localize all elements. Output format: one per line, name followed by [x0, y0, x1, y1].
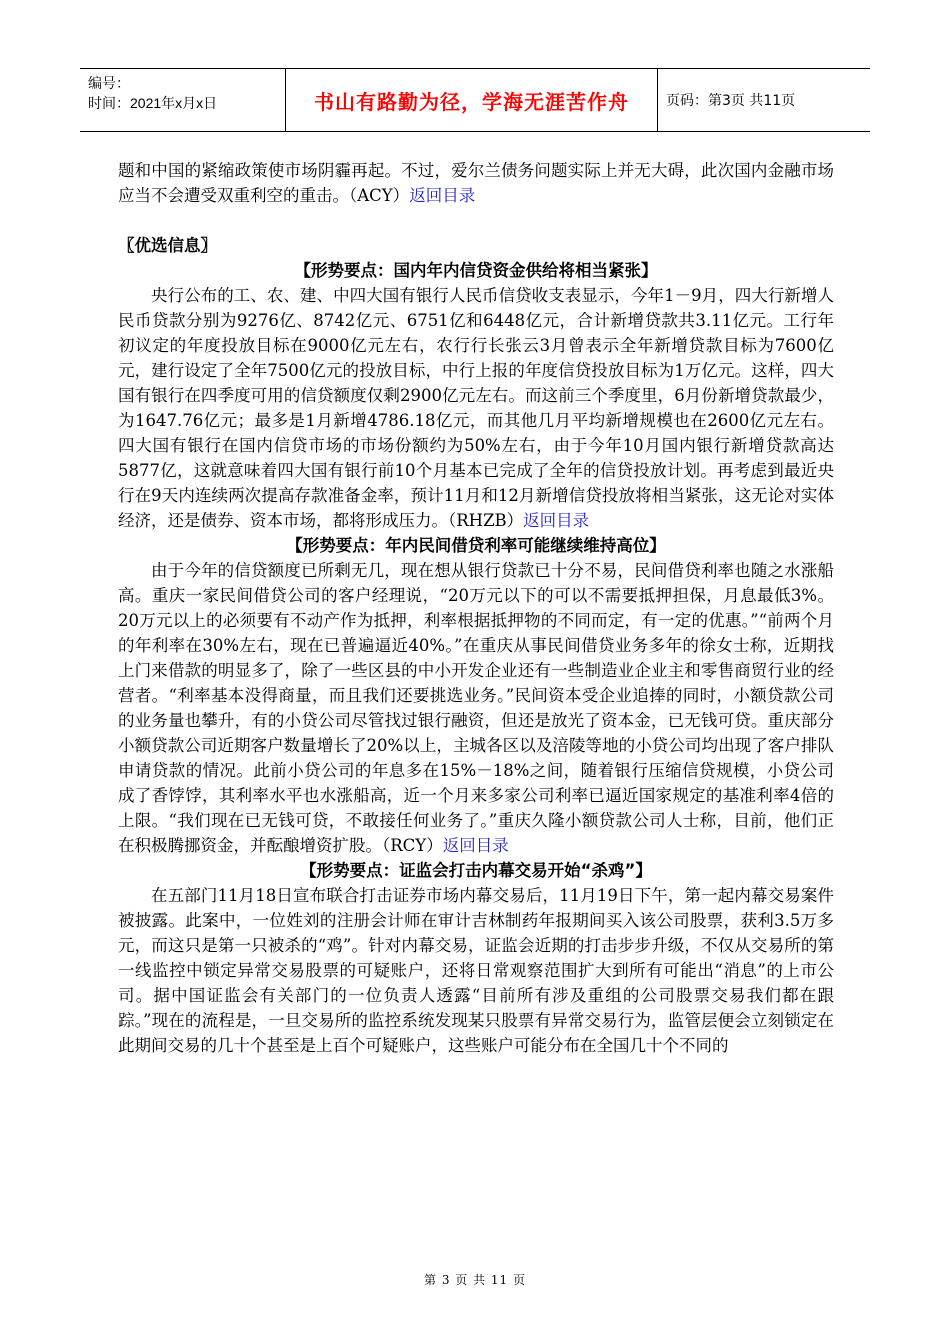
- article-body: [118, 558, 834, 858]
- section-title: 〖优选信息〗: [118, 236, 217, 255]
- article-title: 【形势要点：证监会打击内幕交易开始“杀鸡”】: [300, 861, 652, 880]
- document-body: [118, 158, 834, 1058]
- back-to-toc-link[interactable]: 返回目录: [442, 836, 509, 855]
- intro-text: 题和中国的紧缩政策使市场阴霾再起。不过，爱尔兰债务问题实际上并无大碍，此次国内金融市场应当不会遭受双重利空的重击。（ACY）: [118, 161, 834, 205]
- back-to-toc-link[interactable]: 返回目录: [409, 186, 476, 205]
- header-meta: [80, 69, 285, 131]
- article-title: 【形势要点：年内民间借贷利率可能继续维持高位】: [286, 536, 666, 555]
- article-body: [118, 883, 834, 1058]
- page-footer: 第 3 页 共 11 页: [424, 1273, 526, 1287]
- document-number-label: 编号：: [88, 75, 130, 91]
- header-motto: 书山有路勤为径，学海无涯苦作舟: [285, 69, 658, 131]
- page-header: [80, 68, 870, 132]
- article-text: 在五部门11月18日宣布联合打击证券市场内幕交易后，11月19日下午，第一起内幕交易案件被披露。此案中，一位姓刘的注册会计师在审计吉林制药年报期间买入该公司股票，获利3.5万多元，而这只是第一只被杀的“鸡”。针对内幕交易，证监会近期的打击步步升级，不仅从交易所的第一线监控中锁定异常交易股票的可疑账户，还将日常观察范围扩大到所有可能出“消息”的上市公司。据中国证监会有关部门的一位负责人透露“目前所有涉及重组的公司股票交易我们都在跟踪。”现在的流程是，一旦交易所的监控系统发现某只股票有异常交易行为，监管层便会立刻锁定在此期间交易的几十个甚至是上百个可疑账户，这些账户可能分布在全国几十个不同的: [118, 886, 834, 1055]
- back-to-toc-link[interactable]: 返回目录: [523, 511, 590, 530]
- intro-paragraph: [118, 158, 834, 208]
- article-text: 央行公布的工、农、建、中四大国有银行人民币信贷收支表显示，今年1－9月，四大行新增人民币贷款分别为9276亿、8742亿元、6751亿和6448亿元，合计新增贷款共3.11亿元。工行年初议定的年度投放目标在9000亿元左右，农行行长张云3月曾表示全年新增贷款目标为7600亿元，建行设定了全年7500亿元的投放目标，中行上报的年度信贷投放目标为1万亿元。这样，四大国有银行在四季度可用的信贷额度仅剩2900亿元左右。而这前三个季度里，6月份新增贷款最少，为1647.76亿元；最多是1月新增4786.18亿元，而其他几月平均新增规模也在2600亿元左右。四大国有银行在国内信贷市场的市场份额约为50%左右，由于今年10月国内银行新增贷款高达5877亿，这就意味着四大国有银行前10个月基本已完成了全年的信贷投放计划。再考虑到最近央行在9天内连续两次提高存款准备金率，预计11月和12月新增信贷投放将相当紧张，这无论对实体经济，还是债券、资本市场，都将形成压力。（RHZB）: [118, 286, 834, 530]
- article-title: 【形势要点：国内年内信贷资金供给将相当紧张】: [294, 261, 658, 280]
- article-text: 由于今年的信贷额度已所剩无几，现在想从银行贷款已十分不易，民间借贷利率也随之水涨船高。重庆一家民间借贷公司的客户经理说，“20万元以下的可以不需要抵押担保，月息最低3%。20万元以上的必须要有不动产作为抵押，利率根据抵押物的不同而定，有一定的优惠。”“前两个月的年利率在30%左右，现在已普遍逼近40%。”在重庆从事民间借贷业务多年的徐女士称，近期找上门来借款的明显多了，除了一些区县的中小开发企业还有一些制造业企业主和零售商贸行业的经营者。“利率基本没得商量，而且我们还要挑选业务。”民间资本受企业追捧的同时，小额贷款公司的业务量也攀升，有的小贷公司尽管找过银行融资，但还是放光了资本金，已无钱可贷。重庆部分小额贷款公司近期客户数量增长了20%以上，主城各区以及涪陵等地的小贷公司均出现了客户排队申请贷款的情况。此前小贷公司的年息多在15%－18%之间，随着银行压缩信贷规模，小贷公司成了香饽饽，其利率水平也水涨船高，近一个月来多家公司利率已逼近国家规定的基准利率4倍的上限。“我们现在已无钱可贷，不敢接任何业务了。”重庆久隆小额贷款公司人士称，目前，他们正在积极腾挪资金，并酝酿增资扩股。（RCY）: [118, 561, 834, 855]
- article-body: [118, 283, 834, 533]
- document-time-label: 时间：2021年x月x日: [88, 95, 218, 111]
- header-page-info: 页码：第3页 共11页: [666, 93, 796, 109]
